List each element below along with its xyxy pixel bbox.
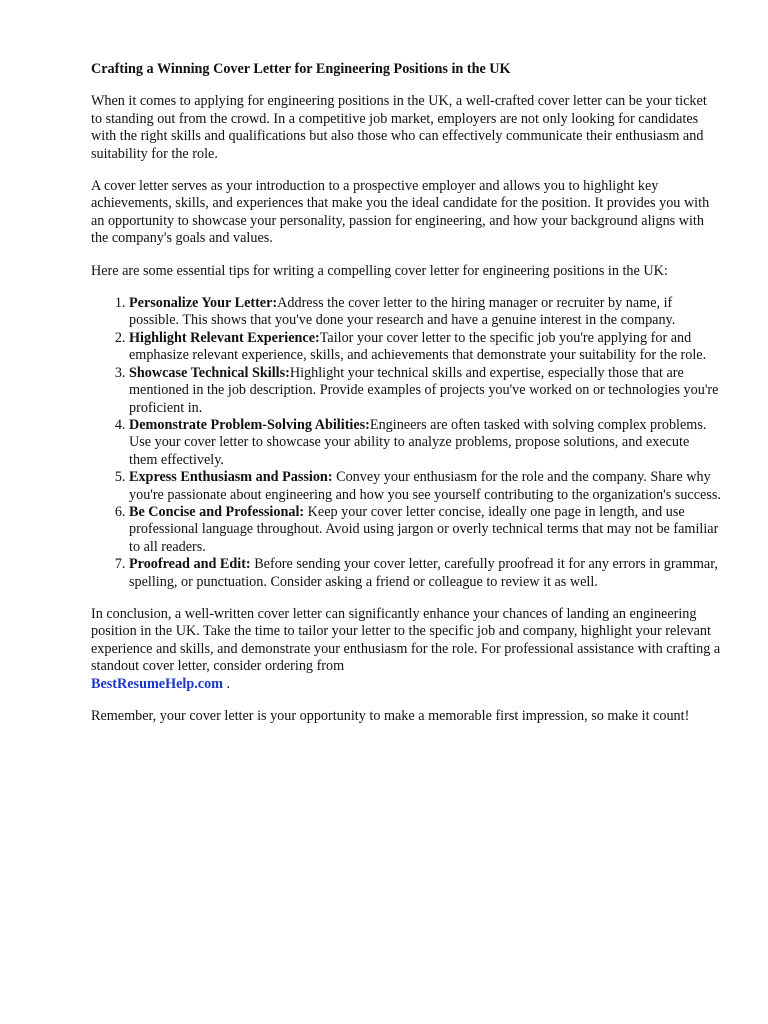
tip-text: Address the cover letter to the hiring manager or recruiter by name, if possible. This shows that you've done your research and have a genuine interest in the company. xyxy=(129,295,676,329)
conclusion-paragraph xyxy=(91,606,721,693)
tip-title: Highlight Relevant Experience: xyxy=(129,329,320,346)
tip-text: Before sending your cover letter, carefully proofread it for any errors in grammar, spelling, or punctuation. Consider asking a friend or colleague to review it as well. xyxy=(129,556,718,590)
tip-title: Demonstrate Problem-Solving Abilities: xyxy=(129,416,370,433)
second-paragraph: A cover letter serves as your introduction to a prospective employer and allows you to highlight key achievements, skills, and experiences that make you the ideal candidate for the position. It provides you with an opportunity to showcase your personality, passion for engineering, and how your background aligns with the company's goals and values. xyxy=(91,178,710,247)
document-title: Crafting a Winning Cover Letter for Engineering Positions in the UK xyxy=(91,61,511,77)
document-page xyxy=(91,61,721,740)
closing-paragraph: Remember, your cover letter is your opportunity to make a memorable first impression, so make it count! xyxy=(91,708,690,724)
tip-text: Highlight your technical skills and expertise, especially those that are mentioned in the job description. Provide examples of projects you've worked on or technologies you're proficient in. xyxy=(129,364,719,416)
link-suffix: . xyxy=(223,675,231,692)
best-resume-help-link[interactable]: BestResumeHelp.com xyxy=(91,675,223,692)
tip-item xyxy=(129,295,721,330)
tips-list xyxy=(91,295,721,591)
conclusion-text: In conclusion, a well-written cover letter can significantly enhance your chances of landing an engineering position in the UK. Take the time to tailor your letter to the specific job and company, highlight your relevant experience and skills, and demonstrate your enthusiasm for the role. For professional assistance with crafting a standout cover letter, consider ordering from xyxy=(91,605,721,675)
tip-text: Convey your enthusiasm for the role and the company. Share why you're passionate about engineering and how you see yourself contributing to the organization's success. xyxy=(129,469,721,503)
tip-title: Express Enthusiasm and Passion: xyxy=(129,469,333,486)
tip-item xyxy=(129,365,721,417)
tip-title: Proofread and Edit: xyxy=(129,556,251,573)
tip-item xyxy=(129,504,721,556)
intro-paragraph: When it comes to applying for engineering positions in the UK, a well-crafted cover letter can be your ticket to standing out from the crowd. In a competitive job market, employers are not only looking for candidates with the right skills and qualifications but also those who can effectively communicate their enthusiasm and suitability for the role. xyxy=(91,93,707,162)
tip-item xyxy=(129,556,721,591)
tips-intro-paragraph: Here are some essential tips for writing a compelling cover letter for engineering positions in the UK: xyxy=(91,262,668,279)
tip-title: Be Concise and Professional: xyxy=(129,503,305,520)
tip-item xyxy=(129,469,721,504)
tip-text: Keep your cover letter concise, ideally one page in length, and use professional language throughout. Avoid using jargon or overly technical terms that may not be familiar to all readers. xyxy=(129,503,719,555)
tip-item xyxy=(129,417,721,469)
tip-text: Engineers are often tasked with solving complex problems. Use your cover letter to showcase your ability to analyze problems, propose solutions, and execute them effectively. xyxy=(129,416,707,468)
tip-title: Personalize Your Letter: xyxy=(129,295,278,312)
tip-title: Showcase Technical Skills: xyxy=(129,364,290,381)
tip-text: Tailor your cover letter to the specific job you're applying for and emphasize relevant experience, skills, and achievements that demonstrate your suitability for the role. xyxy=(129,329,707,364)
tip-item xyxy=(129,330,721,365)
